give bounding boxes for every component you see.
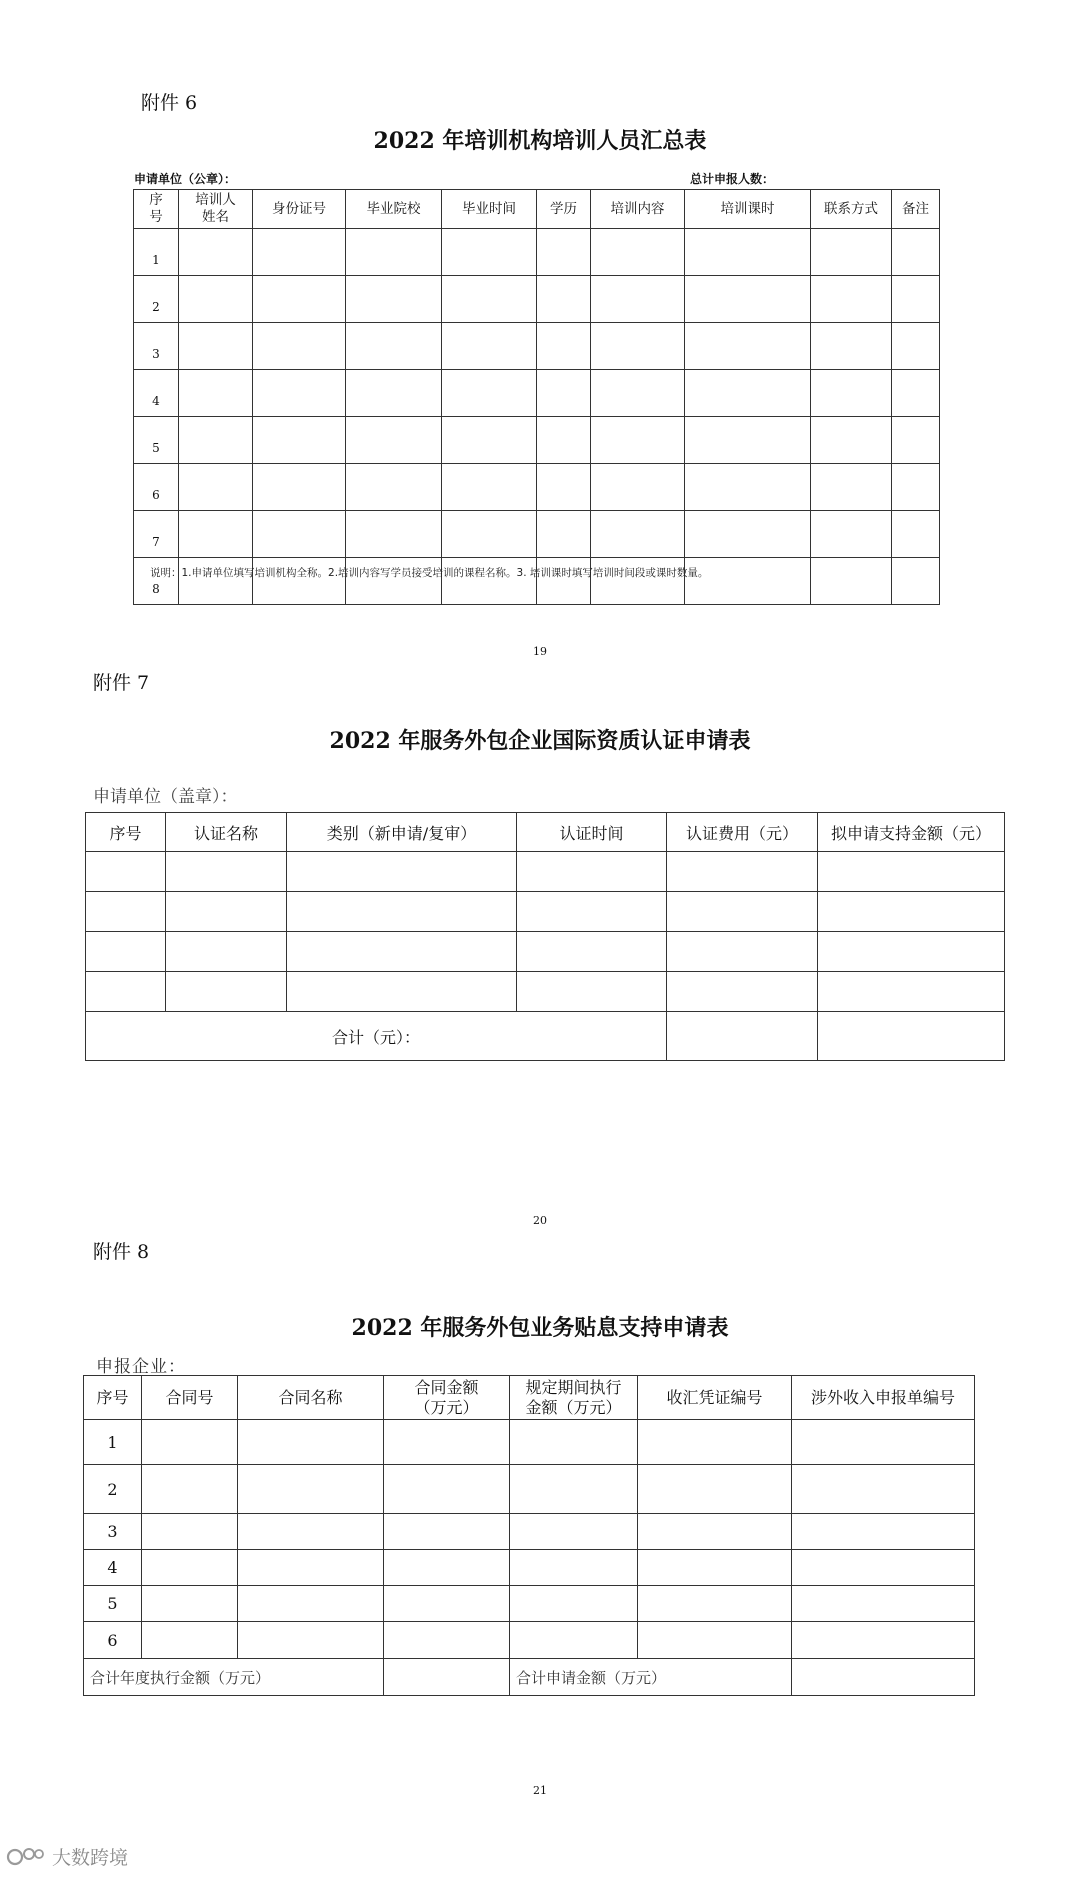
table-cell — [537, 464, 591, 511]
table-cell — [537, 276, 591, 323]
table-row — [134, 511, 940, 558]
table-cell — [537, 511, 591, 558]
table-cell — [346, 370, 442, 417]
annex7-header-row — [86, 813, 1005, 852]
table-cell — [253, 464, 346, 511]
table-cell — [442, 323, 537, 370]
table-cell — [346, 464, 442, 511]
table-cell — [792, 1586, 975, 1622]
annex8-header-row — [84, 1376, 975, 1420]
table-cell — [685, 511, 811, 558]
table-cell — [253, 276, 346, 323]
table-cell — [179, 323, 253, 370]
table-cell — [811, 229, 892, 276]
table-cell — [346, 323, 442, 370]
table-cell — [510, 1420, 638, 1465]
annex8-title: 2022 年服务外包业务贴息支持申请表 — [351, 1315, 729, 1341]
annex8-header-cell: 序号 — [84, 1376, 142, 1420]
annex6-header-row — [134, 190, 940, 229]
table-cell — [685, 276, 811, 323]
annex6-header-cell: 身份证号 — [253, 190, 346, 229]
table-cell — [811, 370, 892, 417]
annex7-total-support — [818, 1012, 1005, 1061]
total-row — [84, 1659, 975, 1696]
table-cell — [142, 1514, 238, 1550]
brand-logo-icon — [6, 1845, 46, 1869]
table-cell — [510, 1622, 638, 1659]
table-cell — [442, 464, 537, 511]
table-cell — [685, 229, 811, 276]
table-cell — [510, 1586, 638, 1622]
annex6-title: 2022 年培训机构培训人员汇总表 — [373, 128, 707, 154]
table-cell — [238, 1550, 384, 1586]
annex6-header-cell: 培训人姓名 — [179, 190, 253, 229]
row-number-cell: 4 — [84, 1550, 142, 1586]
table-row — [86, 852, 1005, 892]
annex6-header-cell: 培训内容 — [591, 190, 685, 229]
annex8-total-apply-value — [792, 1659, 975, 1696]
annex6-header-cell: 毕业时间 — [442, 190, 537, 229]
table-cell — [179, 511, 253, 558]
annex7-label: 附件 7 — [93, 672, 150, 694]
page-number-20: 20 — [533, 1214, 547, 1227]
table-cell — [892, 558, 940, 605]
table-row — [134, 417, 940, 464]
table-row — [86, 972, 1005, 1012]
annex7-header-cell: 类别（新申请/复审） — [287, 813, 517, 852]
table-cell — [253, 370, 346, 417]
row-number-cell: 3 — [134, 323, 179, 370]
table-row — [84, 1622, 975, 1659]
table-row — [134, 276, 940, 323]
table-cell — [811, 511, 892, 558]
table-cell — [142, 1550, 238, 1586]
table-cell — [384, 1550, 510, 1586]
table-cell — [792, 1622, 975, 1659]
annex8-table — [83, 1375, 975, 1696]
annex8-applicant-label: 申报企业： — [96, 1357, 186, 1377]
table-cell — [253, 511, 346, 558]
annex8-header-cell: 合同金额（万元） — [384, 1376, 510, 1420]
table-cell — [591, 511, 685, 558]
table-cell — [142, 1586, 238, 1622]
annex8-header-cell: 合同名称 — [238, 1376, 384, 1420]
table-cell — [638, 1586, 792, 1622]
table-cell — [892, 229, 940, 276]
annex7-header-cell: 认证名称 — [166, 813, 287, 852]
table-cell — [510, 1465, 638, 1514]
watermark — [6, 1843, 128, 1870]
annex6-total-label: 总计申报人数： — [690, 172, 775, 186]
table-cell — [384, 1514, 510, 1550]
table-row — [84, 1465, 975, 1514]
row-number-cell: 5 — [134, 417, 179, 464]
table-cell — [442, 229, 537, 276]
table-cell — [811, 417, 892, 464]
annex6-applicant-label: 申请单位（公章）： — [134, 172, 237, 186]
table-cell — [253, 417, 346, 464]
table-cell — [179, 276, 253, 323]
annex8-header-cell: 规定期间执行金额（万元） — [510, 1376, 638, 1420]
table-cell — [384, 1622, 510, 1659]
table-cell — [238, 1420, 384, 1465]
table-cell — [811, 276, 892, 323]
row-number-cell: 7 — [134, 511, 179, 558]
table-cell — [179, 229, 253, 276]
table-cell — [591, 276, 685, 323]
annex7-title: 2022 年服务外包企业国际资质认证申请表 — [329, 728, 751, 754]
table-cell — [442, 276, 537, 323]
annex7-header-cell: 序号 — [86, 813, 166, 852]
table-row — [134, 464, 940, 511]
row-number-cell: 1 — [84, 1420, 142, 1465]
table-cell — [384, 1465, 510, 1514]
table-cell — [638, 1514, 792, 1550]
table-cell — [346, 417, 442, 464]
table-cell — [537, 370, 591, 417]
table-cell — [253, 323, 346, 370]
annex8-label: 附件 8 — [93, 1241, 150, 1263]
table-cell — [591, 323, 685, 370]
annex8-total-exec-label: 合计年度执行金额（万元） — [84, 1659, 384, 1696]
annex6-header-cell: 序号 — [134, 190, 179, 229]
row-number-cell: 6 — [84, 1622, 142, 1659]
annex6-header-cell: 联系方式 — [811, 190, 892, 229]
table-cell — [591, 464, 685, 511]
annex7-table — [85, 812, 1005, 1061]
row-number-cell: 8 — [134, 558, 179, 605]
table-row — [84, 1586, 975, 1622]
annex7-header-cell: 认证费用（元） — [667, 813, 818, 852]
table-cell — [346, 511, 442, 558]
table-cell — [142, 1465, 238, 1514]
table-cell — [811, 558, 892, 605]
table-cell — [510, 1550, 638, 1586]
annex6-header-cell: 备注 — [892, 190, 940, 229]
table-cell — [238, 1465, 384, 1514]
table-cell — [238, 1586, 384, 1622]
table-row — [84, 1420, 975, 1465]
table-cell — [892, 511, 940, 558]
row-number-cell: 3 — [84, 1514, 142, 1550]
annex6-table — [133, 189, 940, 605]
table-cell — [638, 1622, 792, 1659]
table-cell — [179, 370, 253, 417]
table-cell — [384, 1420, 510, 1465]
annex6-label: 附件 6 — [141, 92, 198, 114]
table-cell — [685, 417, 811, 464]
row-number-cell: 6 — [134, 464, 179, 511]
table-cell — [142, 1622, 238, 1659]
annex6-header-cell: 培训课时 — [685, 190, 811, 229]
table-cell — [179, 417, 253, 464]
table-row — [86, 932, 1005, 972]
table-cell — [892, 323, 940, 370]
table-cell — [685, 370, 811, 417]
table-row — [134, 323, 940, 370]
annex8-total-exec-value — [384, 1659, 510, 1696]
annex7-applicant-label: 申请单位（盖章）： — [93, 787, 238, 807]
table-cell — [685, 464, 811, 511]
annex7-total-fee — [667, 1012, 818, 1061]
total-row — [86, 1012, 1005, 1061]
annex6-header-cell: 毕业院校 — [346, 190, 442, 229]
table-row — [84, 1514, 975, 1550]
table-cell — [892, 370, 940, 417]
table-cell — [685, 323, 811, 370]
table-cell — [537, 229, 591, 276]
table-cell — [384, 1586, 510, 1622]
annex7-header-cell: 拟申请支持金额（元） — [818, 813, 1005, 852]
table-cell — [510, 1514, 638, 1550]
row-number-cell: 1 — [134, 229, 179, 276]
table-cell — [346, 276, 442, 323]
table-cell — [253, 229, 346, 276]
row-number-cell: 4 — [134, 370, 179, 417]
table-row — [134, 370, 940, 417]
table-cell — [792, 1420, 975, 1465]
table-cell — [442, 511, 537, 558]
table-cell — [792, 1514, 975, 1550]
annex8-header-cell: 合同号 — [142, 1376, 238, 1420]
table-cell — [537, 417, 591, 464]
watermark-text: 大数跨境 — [52, 1847, 129, 1869]
annex6-header-cell: 学历 — [537, 190, 591, 229]
annex8-header-cell: 收汇凭证编号 — [638, 1376, 792, 1420]
table-cell — [591, 417, 685, 464]
table-cell — [591, 229, 685, 276]
table-cell — [811, 323, 892, 370]
table-cell — [142, 1420, 238, 1465]
table-cell — [537, 323, 591, 370]
row-number-cell: 2 — [134, 276, 179, 323]
table-cell — [811, 464, 892, 511]
table-cell — [638, 1465, 792, 1514]
table-cell — [792, 1550, 975, 1586]
page-number-19: 19 — [533, 645, 547, 658]
table-cell — [892, 464, 940, 511]
table-row — [86, 892, 1005, 932]
table-cell — [179, 464, 253, 511]
annex7-total-label: 合计（元）： — [86, 1012, 667, 1061]
table-cell — [892, 417, 940, 464]
table-cell — [442, 417, 537, 464]
table-cell — [591, 370, 685, 417]
table-cell — [346, 229, 442, 276]
table-cell — [238, 1622, 384, 1659]
annex8-total-apply-label: 合计申请金额（万元） — [510, 1659, 792, 1696]
annex8-header-cell: 涉外收入申报单编号 — [792, 1376, 975, 1420]
page-number-21: 21 — [533, 1784, 547, 1797]
annex7-header-cell: 认证时间 — [517, 813, 667, 852]
table-cell — [792, 1465, 975, 1514]
row-number-cell: 5 — [84, 1586, 142, 1622]
table-cell — [442, 370, 537, 417]
row-number-cell: 2 — [84, 1465, 142, 1514]
table-row — [84, 1550, 975, 1586]
table-cell — [638, 1420, 792, 1465]
table-row — [134, 229, 940, 276]
table-cell — [638, 1550, 792, 1586]
table-cell — [238, 1514, 384, 1550]
annex6-note: 说明：1.申请单位填写培训机构全称。2.培训内容写学员接受培训的课程名称。3. 培训课时填写培训时间段或课时数量。 — [150, 567, 709, 579]
table-cell — [892, 276, 940, 323]
